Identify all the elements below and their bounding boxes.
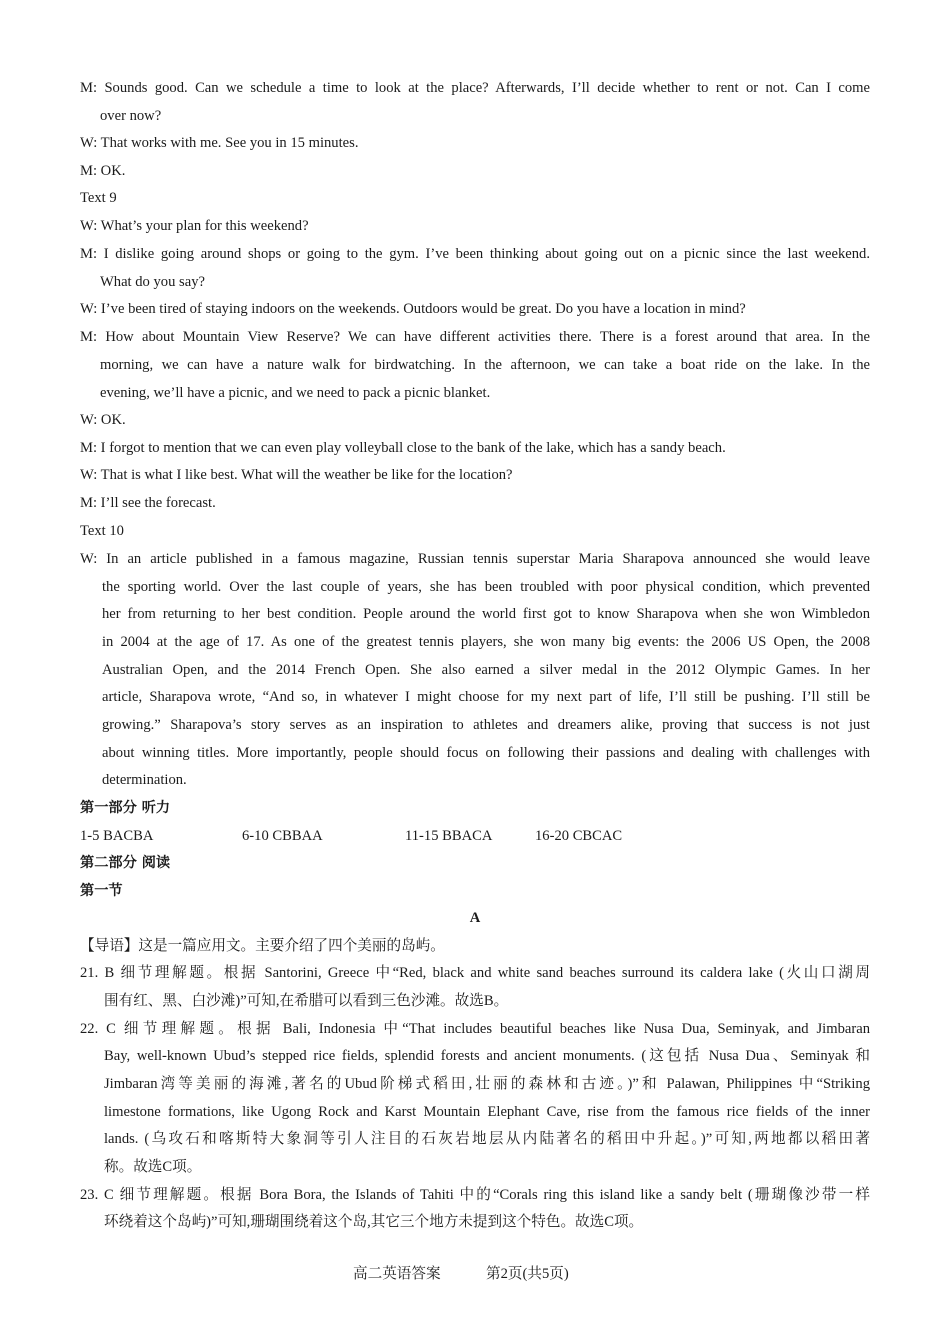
section-heading: 第一部分 听力 — [80, 800, 171, 816]
passage-line: Australian Open, and the 2014 French Open. She also earned a silver medal in the 2012 Olympic Games. In her — [102, 662, 870, 678]
dialogue-line: M: Sounds good. Can we schedule a time to look at the place? Afterwards, I’ll decide whether to rent or not. Can I come — [80, 80, 870, 96]
subsection-heading: 第一节 — [80, 883, 123, 899]
explanation-line: Bay, well-known Ubud’s stepped rice fields, splendid forests and ancient monuments. (这包括 Nusa Dua、Seminyak 和 — [104, 1048, 870, 1064]
explanation-line: 环绕着这个岛屿)”可知,珊瑚围绕着这个岛,其它三个地方未提到这个特色。故选C项。 — [104, 1214, 644, 1230]
dialogue-line: W: That is what I like best. What will the weather be like for the location? — [80, 467, 513, 483]
text-heading: Text 10 — [80, 523, 124, 539]
passage-line: in 2004 at the age of 17. As one of the greatest tennis players, she won many big events: the 2006 US Open, the 2008 — [102, 634, 870, 650]
dialogue-line: M: OK. — [80, 163, 126, 179]
passage-line: the sporting world. Over the last couple of years, she has been troubled with poor physical condition, which prevented — [102, 579, 870, 595]
dialogue-line: W: What’s your plan for this weekend? — [80, 218, 309, 234]
explanation-line: 22. C 细节理解题。根据 Bali, Indonesia 中“That includes beautiful beaches like Nusa Dua, Seminyak, and Jimbaran — [80, 1021, 870, 1037]
page-number: 第2页(共5页) — [486, 1266, 569, 1282]
answer-group: 11-15 BBACA — [405, 828, 493, 844]
answer-group: 16-20 CBCAC — [535, 828, 623, 844]
text-heading: Text 9 — [80, 190, 117, 206]
passage-line: article, Sharapova wrote, “And so, in whatever I might choose for my next part of life, I’ll still be pushing. I’ll still be — [102, 689, 870, 705]
explanation-line: 围有红、黑、白沙滩)”可知,在希腊可以看到三色沙滩。故选B。 — [104, 993, 509, 1009]
dialogue-line: morning, we can have a nature walk for birdwatching. In the afternoon, we can take a boat ride on the lake. In the — [100, 357, 870, 373]
passage-line: growing.” Sharapova’s story serves as an inspiration to athletes and dreamers alike, proving that success is not just — [102, 717, 870, 733]
passage-line: her from returning to her best condition. People around the world first got to know Sharapova when she won Wimbledon — [102, 606, 870, 622]
dialogue-line: M: How about Mountain View Reserve? We can have different activities there. There is a forest around that area. In the — [80, 329, 870, 345]
dialogue-line: M: I forgot to mention that we can even play volleyball close to the bank of the lake, which has a sandy beach. — [80, 440, 726, 456]
intro-line: 【导语】这是一篇应用文。主要介绍了四个美丽的岛屿。 — [80, 938, 445, 954]
dialogue-line: M: I’ll see the forecast. — [80, 495, 216, 511]
explanation-line: limestone formations, like Ugong Rock and Karst Mountain Elephant Cave, rise from the famous rice fields of the inner — [104, 1104, 870, 1120]
passage-line: determination. — [102, 772, 187, 788]
explanation-line: lands. (乌攻石和喀斯特大象洞等引人注目的石灰岩地层从内陆著名的稻田中升起。)”可知,两地都以稻田著 — [104, 1131, 870, 1147]
answer-group: 6-10 CBBAA — [242, 828, 323, 844]
explanation-line: 称。故选C项。 — [104, 1159, 202, 1175]
passage-line: about winning titles. More importantly, people should focus on following their passions and dealing with challenges with — [102, 745, 870, 761]
section-heading: 第二部分 阅读 — [80, 855, 171, 871]
dialogue-line: What do you say? — [100, 274, 205, 290]
dialogue-line: M: I dislike going around shops or going to the gym. I’ve been thinking about going out on a picnic since the last weekend. — [80, 246, 870, 262]
footer-title: 高二英语答案 — [353, 1266, 441, 1282]
explanation-line: Jimbaran湾等美丽的海滩,著名的Ubud阶梯式稻田,壮丽的森林和古迹。)”和 Palawan, Philippines 中“Striking — [104, 1076, 870, 1092]
dialogue-line: over now? — [100, 108, 162, 124]
dialogue-line: W: I’ve been tired of staying indoors on the weekends. Outdoors would be great. Do you have a location in mind? — [80, 301, 746, 317]
dialogue-line: evening, we’ll have a picnic, and we need to pack a picnic blanket. — [100, 385, 491, 401]
passage-letter: A — [469, 910, 481, 926]
dialogue-line: W: OK. — [80, 412, 126, 428]
dialogue-line: W: That works with me. See you in 15 minutes. — [80, 135, 359, 151]
explanation-line: 21. B 细节理解题。根据 Santorini, Greece 中“Red, black and white sand beaches surround its caldera lake (火山口湖周 — [80, 965, 870, 981]
answer-group: 1-5 BACBA — [80, 828, 154, 844]
passage-line: W: In an article published in a famous magazine, Russian tennis superstar Maria Sharapova announced she would leave — [80, 551, 870, 567]
explanation-line: 23. C 细节理解题。根据 Bora Bora, the Islands of Tahiti 中的“Corals ring this island like a sandy belt (珊瑚像沙带一样 — [80, 1187, 870, 1203]
